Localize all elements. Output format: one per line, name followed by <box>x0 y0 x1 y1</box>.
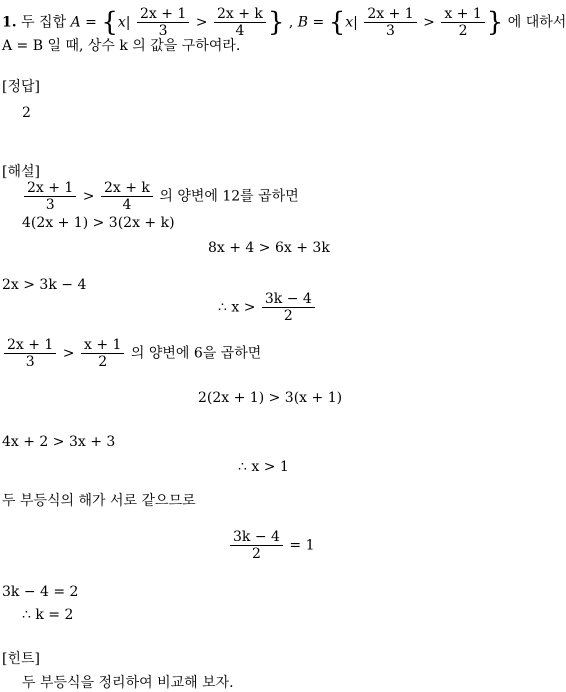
solution-step-12: 3k − 4 = 2 <box>2 584 79 600</box>
solution-step-1: $\frac{2x + 1}{3}$ > $\frac{2x + k}{4}$ 의 양변에 12를 곱하면 <box>22 180 299 213</box>
fraction: $\frac{2x + k}{4}$ <box>101 180 153 213</box>
set-b-label: B <box>297 14 309 31</box>
solution-step-2: 4(2x + 1) > 3(2x + k) <box>22 215 175 231</box>
solution-step-3: 8x + 4 > 6x + 3k <box>208 240 330 256</box>
fraction: $\frac{3k - 4}{2}$ <box>262 291 315 324</box>
problem-intro: 두 집합 <box>21 14 67 31</box>
fraction: $\frac{2x + 1}{3}$ <box>4 337 56 370</box>
step-1-text: 의 양변에 12를 곱하면 <box>159 188 299 205</box>
problem-line-2: A = B 일 때, 상수 k 의 값을 구하여라. <box>2 38 241 54</box>
answer-header: [정답] <box>2 79 40 95</box>
fraction: $\frac{x + 1}{2}$ <box>81 337 124 370</box>
problem-tail: 에 대하서 <box>507 14 566 31</box>
step-11-tail: = 1 <box>289 537 315 554</box>
solution-step-10: 두 부등식의 해가 서로 같으므로 <box>2 493 196 509</box>
set-a-lhs-fraction: $\frac{2x + 1}{3}$ <box>137 6 189 39</box>
solution-step-6: $\frac{2x + 1}{3}$ > $\frac{x + 1}{2}$ 의 양변에 6을 곱하면 <box>2 337 261 370</box>
set-a-label: A <box>70 14 81 31</box>
solution-step-8: 4x + 2 > 3x + 3 <box>2 434 116 450</box>
problem-number: 1. <box>2 14 17 31</box>
solution-step-9: ∴ x > 1 <box>238 459 289 475</box>
solution-step-5 <box>218 291 317 324</box>
fraction: $\frac{3k - 4}{2}$ <box>230 529 283 562</box>
set-b-var: x <box>345 14 354 31</box>
set-a-rhs-fraction: $\frac{2x + k}{4}$ <box>214 6 266 39</box>
hint-text: 두 부등식을 정리하여 비교해 보자. <box>22 675 234 691</box>
brace-close: } <box>267 7 285 38</box>
set-b-lhs-fraction: $\frac{2x + 1}{3}$ <box>364 6 416 39</box>
solution-step-13: ∴ k = 2 <box>22 607 74 623</box>
solution-step-11 <box>228 529 314 562</box>
problem-statement: 1. 두 집합 A = {x| $\frac{2x + 1}{3}$ > $\frac{2x + k}{4}$ } , B = {x| $\frac{2x + 1}{3}$ > $\frac{x + 1}{2}$ } 에 대하서 <box>2 6 566 39</box>
answer-value: 2 <box>22 105 31 121</box>
hint-header: [힌트] <box>2 651 40 667</box>
set-b-rhs-fraction: $\frac{x + 1}{2}$ <box>441 6 484 39</box>
solution-step-4: 2x > 3k − 4 <box>2 277 87 293</box>
step-6-text: 의 양변에 6을 곱하면 <box>130 345 262 362</box>
solution-step-7: 2(2x + 1) > 3(x + 1) <box>198 390 343 406</box>
brace-close: } <box>486 7 504 38</box>
brace-open: { <box>101 7 118 38</box>
therefore-x: ∴ x > <box>218 299 256 316</box>
brace-open: { <box>328 7 346 38</box>
fraction: $\frac{2x + 1}{3}$ <box>24 180 76 213</box>
set-a-var: x <box>117 14 126 31</box>
solution-header: [해설] <box>2 164 40 180</box>
